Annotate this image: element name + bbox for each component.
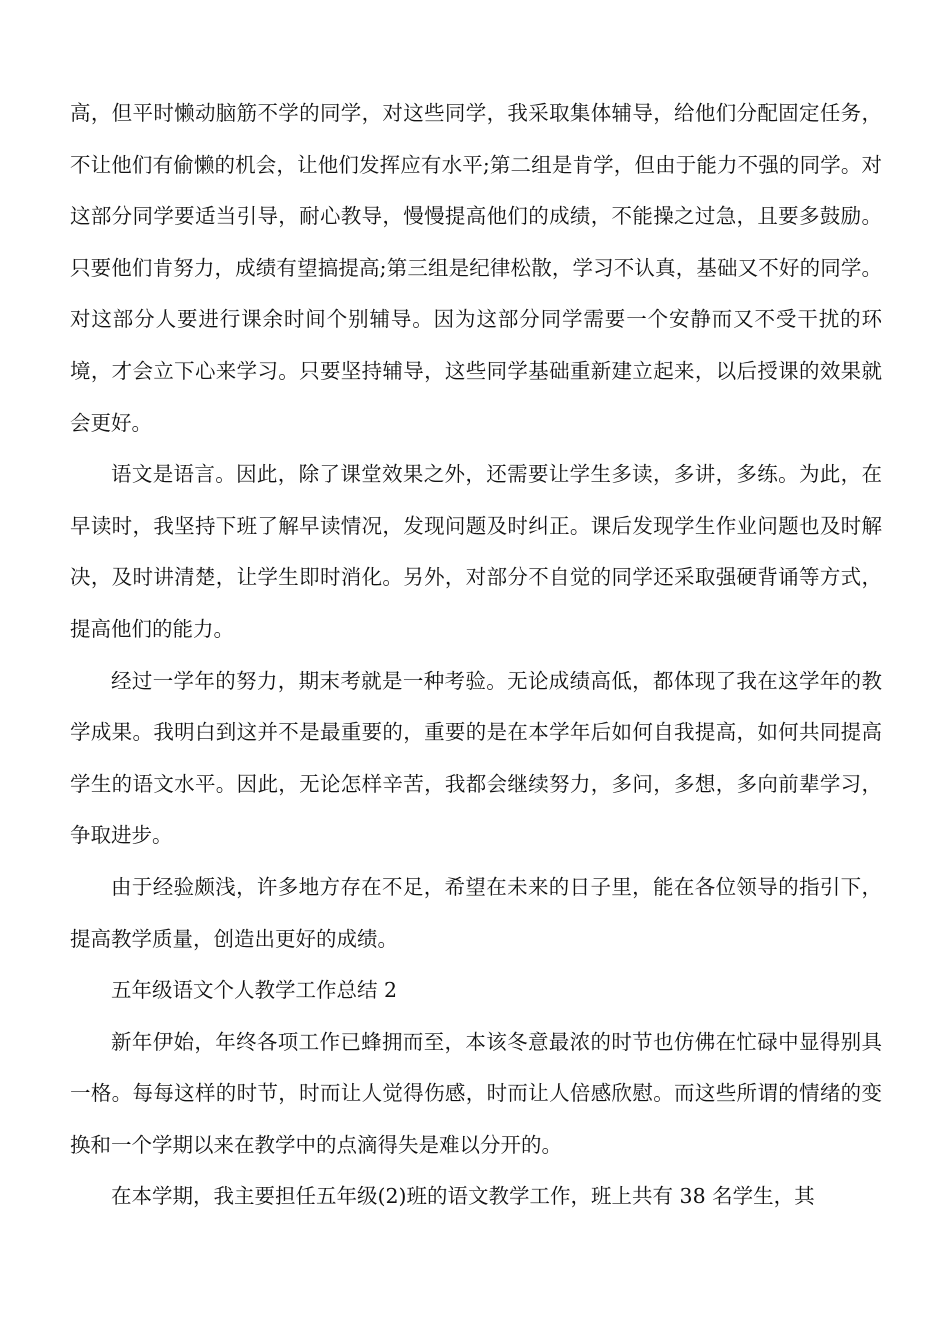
paragraph-4: 由于经验颇浅，许多地方存在不足，希望在未来的日子里，能在各位领导的指引下，提高教学质量，创造出更好的成绩。 [70,874,882,951]
paragraph-1: 高，但平时懒动脑筋不学的同学，对这些同学，我采取集体辅导，给他们分配固定任务，不让他们有偷懒的机会，让他们发挥应有水平;第二组是肯学，但由于能力不强的同学。对这部分同学要适当引导，耐心教导，慢慢提高他们的成绩，不能操之过急，且要多鼓励。只要他们肯努力，成绩有望搞提高;第三组是纪律松散，学习不认真，基础又不好的同学。对这部分人要进行课余时间个别辅导。因为这部分同学需要一个安静而又不受干扰的环境，才会立下心来学习。只要坚持辅导，这些同学基础重新建立起来，以后授课的效果就会更好。 [70,101,882,435]
paragraph-5: 新年伊始，年终各项工作已蜂拥而至，本该冬意最浓的时节也仿佛在忙碌中显得别具一格。每每这样的时节，时而让人觉得伤感，时而让人倍感欣慰。而这些所谓的情绪的变换和一个学期以来在教学中的点滴得失是难以分开的。 [70,1029,882,1157]
paragraph-2: 语文是语言。因此，除了课堂效果之外，还需要让学生多读，多讲，多练。为此，在早读时，我坚持下班了解早读情况，发现问题及时纠正。课后发现学生作业问题也及时解决，及时讲清楚，让学生即时消化。另外，对部分不自觉的同学还采取强硬背诵等方式，提高他们的能力。 [70,462,882,641]
paragraph-6: 在本学期，我主要担任五年级(2)班的语文教学工作，班上共有 38 名学生，其 [111,1184,815,1209]
section-heading: 五年级语文个人教学工作总结 2 [111,978,398,1003]
document-page [70,88,882,1223]
paragraph-3: 经过一学年的努力，期末考就是一种考验。无论成绩高低，都体现了我在这学年的教学成果。我明白到这并不是最重要的，重要的是在本学年后如何自我提高，如何共同提高学生的语文水平。因此，无论怎样辛苦，我都会继续努力，多问，多想，多向前辈学习，争取进步。 [70,668,882,848]
